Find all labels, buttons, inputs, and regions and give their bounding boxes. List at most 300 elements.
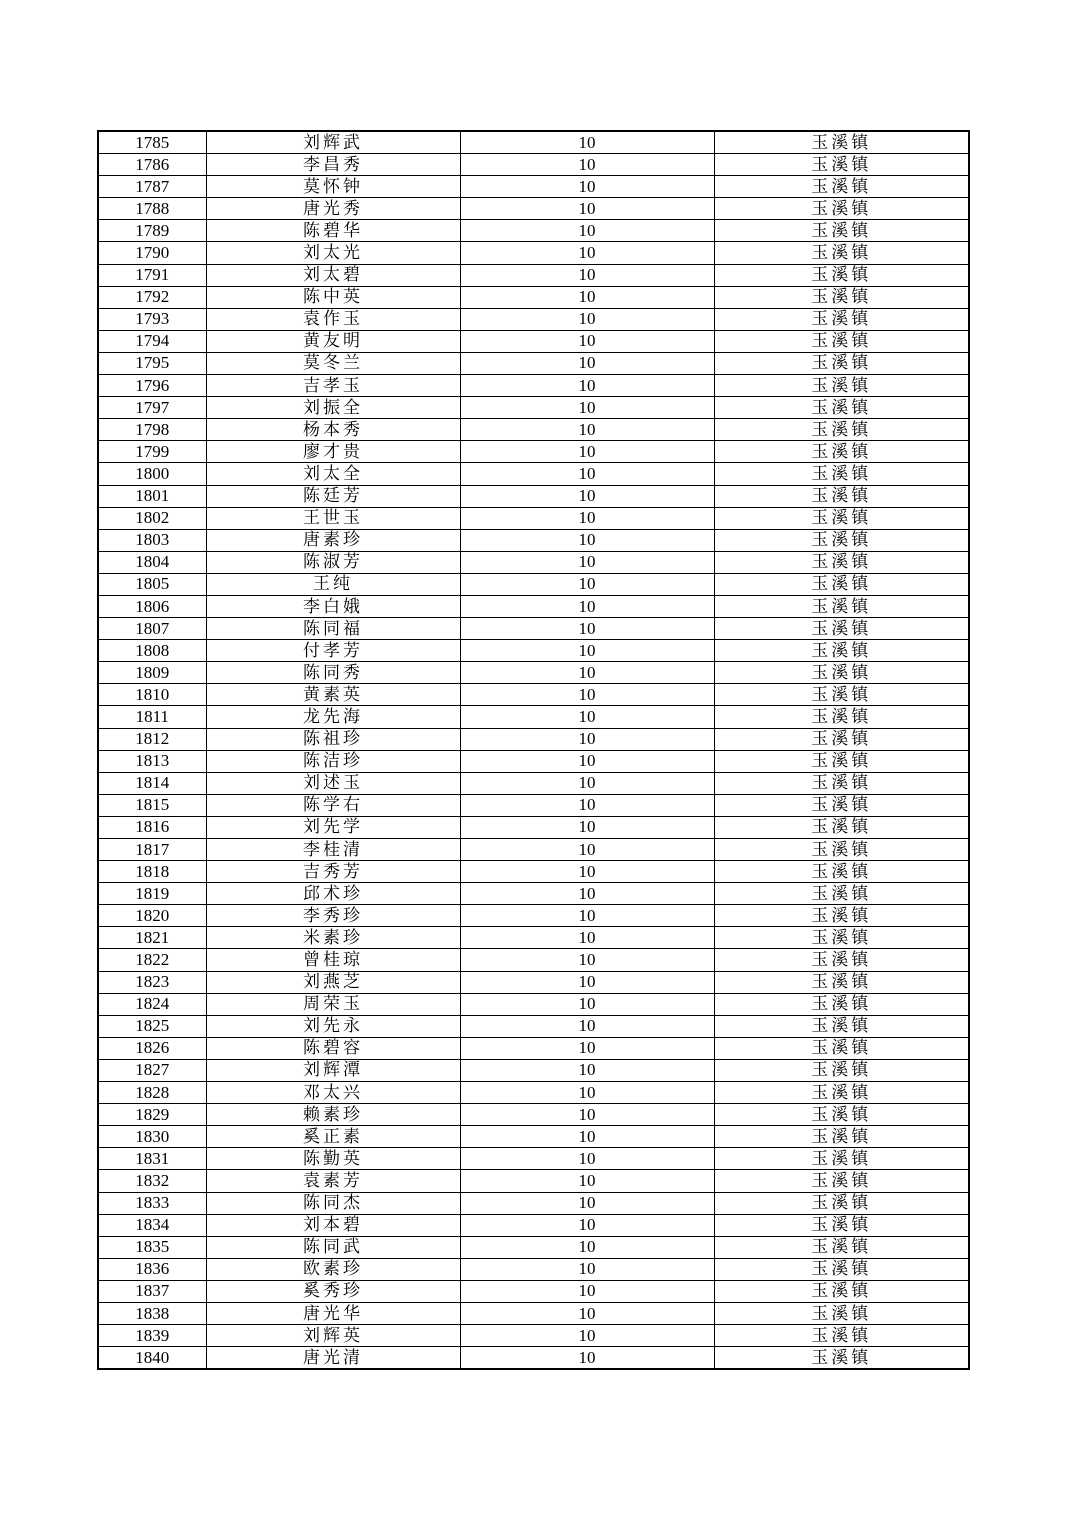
table-row [98,551,969,573]
amount-cell [460,1082,714,1104]
name-cell [206,640,460,662]
town-cell [714,1104,969,1126]
serial-number-cell [98,949,206,971]
amount-cell-text: 10 [578,375,596,395]
amount-cell [460,861,714,883]
table-row [98,971,969,993]
town-cell [714,1059,969,1081]
amount-cell-text: 10 [578,640,596,660]
town-cell-text: 玉溪镇 [811,1303,872,1323]
serial-number-cell [98,684,206,706]
serial-number-cell [98,794,206,816]
table-row [98,1302,969,1324]
table-row [98,595,969,617]
amount-cell-text: 10 [578,905,596,925]
amount-cell [460,198,714,220]
serial-number-cell [98,772,206,794]
amount-cell [460,1236,714,1258]
town-cell [714,375,969,397]
town-cell [714,1082,969,1104]
name-cell [206,154,460,176]
amount-cell-text: 10 [578,220,596,240]
town-cell [714,640,969,662]
amount-cell [460,529,714,551]
town-cell [714,529,969,551]
serial-number-cell [98,1126,206,1148]
town-cell-text: 玉溪镇 [811,1082,872,1102]
name-cell-text: 陈同武 [303,1237,363,1257]
serial-number-cell-text: 1833 [135,1193,170,1213]
town-cell-text: 玉溪镇 [811,839,872,859]
table-row [98,1214,969,1236]
town-cell-text: 玉溪镇 [811,795,872,815]
serial-number-cell [98,750,206,772]
serial-number-cell-text: 1817 [135,839,170,859]
serial-number-cell [98,1082,206,1104]
serial-number-cell [98,131,206,154]
serial-number-cell-text: 1837 [135,1281,170,1301]
name-cell-text: 陈同福 [303,618,363,638]
table-row [98,905,969,927]
amount-cell [460,264,714,286]
table-row [98,308,969,330]
amount-cell-text: 10 [578,353,596,373]
amount-cell-text: 10 [578,1170,596,1190]
town-cell-text: 玉溪镇 [811,773,872,793]
name-cell [206,1280,460,1302]
serial-number-cell-text: 1794 [135,331,170,351]
town-cell [714,684,969,706]
town-cell [714,927,969,949]
serial-number-cell [98,1059,206,1081]
serial-number-cell-text: 1807 [135,618,170,638]
town-cell [714,1302,969,1324]
amount-cell-text: 10 [578,729,596,749]
name-cell-text: 陈祖珍 [303,729,363,749]
serial-number-cell-text: 1792 [135,287,170,307]
name-cell [206,1170,460,1192]
name-cell-text: 杨本秀 [303,419,363,439]
amount-cell [460,463,714,485]
table-row [98,750,969,772]
town-cell-text: 玉溪镇 [811,1038,872,1058]
town-cell-text: 玉溪镇 [811,154,872,174]
serial-number-cell-text: 1787 [135,176,170,196]
town-cell-text: 玉溪镇 [811,817,872,837]
table-row [98,198,969,220]
name-cell [206,264,460,286]
name-cell-text: 陈同秀 [303,662,363,682]
town-cell-text: 玉溪镇 [811,353,872,373]
amount-cell [460,485,714,507]
town-cell-text: 玉溪镇 [811,684,872,704]
name-cell-text: 黄素英 [303,684,363,704]
name-cell [206,1082,460,1104]
town-cell-text: 玉溪镇 [811,640,872,660]
amount-cell-text: 10 [578,1215,596,1235]
serial-number-cell [98,595,206,617]
serial-number-cell [98,883,206,905]
name-cell-text: 袁作玉 [303,309,363,329]
table-row [98,883,969,905]
town-cell [714,1258,969,1280]
amount-cell-text: 10 [578,662,596,682]
amount-cell-text: 10 [578,486,596,506]
amount-cell [460,816,714,838]
table-row [98,1148,969,1170]
serial-number-cell-text: 1835 [135,1237,170,1257]
table-row [98,1347,969,1370]
name-cell [206,1104,460,1126]
amount-cell-text: 10 [578,1126,596,1146]
name-cell-text: 欧素珍 [303,1259,363,1279]
town-cell-text: 玉溪镇 [811,375,872,395]
serial-number-cell-text: 1820 [135,905,170,925]
serial-number-cell-text: 1839 [135,1325,170,1345]
table-row [98,529,969,551]
serial-number-cell [98,1170,206,1192]
amount-cell [460,728,714,750]
town-cell-text: 玉溪镇 [811,596,872,616]
table-row [98,352,969,374]
serial-number-cell [98,375,206,397]
serial-number-cell [98,640,206,662]
serial-number-cell [98,1347,206,1370]
town-cell-text: 玉溪镇 [811,1281,872,1301]
serial-number-cell-text: 1811 [135,706,169,726]
name-cell-text: 陈勤英 [303,1148,363,1168]
name-cell [206,1347,460,1370]
serial-number-cell-text: 1822 [135,950,170,970]
town-cell [714,816,969,838]
town-cell [714,905,969,927]
amount-cell-text: 10 [578,154,596,174]
amount-cell [460,507,714,529]
town-cell-text: 玉溪镇 [811,1148,872,1168]
name-cell [206,286,460,308]
town-cell [714,308,969,330]
town-cell [714,176,969,198]
town-cell-text: 玉溪镇 [811,950,872,970]
name-cell-text: 唐光秀 [303,198,363,218]
name-cell [206,1302,460,1324]
town-cell-text: 玉溪镇 [811,552,872,572]
amount-cell [460,154,714,176]
amount-cell-text: 10 [578,176,596,196]
name-cell-text: 陈碧华 [303,220,363,240]
table-row [98,286,969,308]
serial-number-cell [98,1104,206,1126]
town-cell [714,551,969,573]
name-cell-text: 刘燕芝 [303,972,363,992]
town-cell [714,949,969,971]
name-cell-text: 刘太全 [303,463,363,483]
serial-number-cell-text: 1824 [135,994,170,1014]
town-cell [714,397,969,419]
name-cell [206,1059,460,1081]
table-row [98,861,969,883]
amount-cell-text: 10 [578,1303,596,1323]
amount-cell [460,375,714,397]
town-cell [714,330,969,352]
table-row [98,728,969,750]
town-cell [714,154,969,176]
amount-cell [460,419,714,441]
town-cell [714,463,969,485]
serial-number-cell [98,441,206,463]
table-row [98,573,969,595]
amount-cell-text: 10 [578,1082,596,1102]
name-cell [206,375,460,397]
table-row [98,1126,969,1148]
serial-number-cell-text: 1818 [135,861,170,881]
name-cell [206,971,460,993]
amount-cell [460,286,714,308]
town-cell [714,131,969,154]
serial-number-cell [98,662,206,684]
serial-number-cell [98,507,206,529]
name-cell [206,772,460,794]
amount-cell-text: 10 [578,1148,596,1168]
town-cell [714,618,969,640]
town-cell [714,220,969,242]
amount-cell-text: 10 [578,950,596,970]
amount-cell-text: 10 [578,243,596,263]
table-row [98,1280,969,1302]
name-cell-text: 刘辉武 [303,132,363,152]
name-cell [206,684,460,706]
table-row [98,618,969,640]
name-cell [206,883,460,905]
town-cell [714,883,969,905]
name-cell [206,905,460,927]
table-row [98,131,969,154]
roster-table [97,130,970,1370]
name-cell-text: 刘述玉 [303,773,363,793]
serial-number-cell [98,397,206,419]
amount-cell [460,1148,714,1170]
town-cell-text: 玉溪镇 [811,927,872,947]
serial-number-cell [98,1325,206,1347]
town-cell-text: 玉溪镇 [811,265,872,285]
town-cell [714,352,969,374]
name-cell [206,1236,460,1258]
town-cell [714,1236,969,1258]
town-cell [714,198,969,220]
serial-number-cell-text: 1821 [135,927,170,947]
serial-number-cell [98,618,206,640]
town-cell-text: 玉溪镇 [811,220,872,240]
table-row [98,330,969,352]
table-row [98,441,969,463]
table-row [98,397,969,419]
amount-cell-text: 10 [578,198,596,218]
name-cell-text: 黄友明 [303,331,363,351]
name-cell [206,949,460,971]
town-cell-text: 玉溪镇 [811,994,872,1014]
name-cell [206,242,460,264]
name-cell [206,485,460,507]
serial-number-cell [98,573,206,595]
serial-number-cell-text: 1826 [135,1038,170,1058]
name-cell [206,397,460,419]
town-cell-text: 玉溪镇 [811,1104,872,1124]
amount-cell-text: 10 [578,132,596,152]
name-cell [206,1148,460,1170]
town-cell-text: 玉溪镇 [811,706,872,726]
serial-number-cell-text: 1795 [135,353,170,373]
name-cell [206,1192,460,1214]
amount-cell [460,949,714,971]
serial-number-cell [98,1258,206,1280]
serial-number-cell [98,463,206,485]
serial-number-cell [98,242,206,264]
serial-number-cell-text: 1840 [135,1347,170,1367]
town-cell [714,441,969,463]
town-cell-text: 玉溪镇 [811,751,872,771]
serial-number-cell-text: 1785 [135,132,170,152]
name-cell-text: 周荣玉 [303,994,363,1014]
amount-cell [460,1104,714,1126]
serial-number-cell-text: 1786 [135,154,170,174]
name-cell-text: 龙先海 [303,706,363,726]
serial-number-cell-text: 1810 [135,684,170,704]
town-cell-text: 玉溪镇 [811,486,872,506]
serial-number-cell-text: 1808 [135,640,170,660]
table-row [98,242,969,264]
amount-cell [460,927,714,949]
serial-number-cell-text: 1805 [135,574,170,594]
name-cell-text: 唐素珍 [303,530,363,550]
town-cell [714,1148,969,1170]
amount-cell-text: 10 [578,883,596,903]
table-row [98,794,969,816]
town-cell-text: 玉溪镇 [811,729,872,749]
serial-number-cell [98,927,206,949]
serial-number-cell-text: 1829 [135,1104,170,1124]
name-cell-text: 袁素芳 [303,1170,363,1190]
town-cell [714,993,969,1015]
town-cell [714,242,969,264]
table-row [98,662,969,684]
name-cell [206,595,460,617]
serial-number-cell-text: 1828 [135,1082,170,1102]
amount-cell-text: 10 [578,508,596,528]
name-cell-text: 赖素珍 [303,1104,363,1124]
serial-number-cell-text: 1815 [135,795,170,815]
name-cell-text: 刘辉英 [303,1325,363,1345]
amount-cell-text: 10 [578,927,596,947]
town-cell-text: 玉溪镇 [811,972,872,992]
name-cell-text: 廖才贵 [303,441,363,461]
serial-number-cell [98,330,206,352]
town-cell-text: 玉溪镇 [811,905,872,925]
town-cell [714,485,969,507]
town-cell-text: 玉溪镇 [811,861,872,881]
amount-cell-text: 10 [578,552,596,572]
town-cell [714,1347,969,1370]
serial-number-cell [98,264,206,286]
town-cell-text: 玉溪镇 [811,132,872,152]
name-cell [206,573,460,595]
serial-number-cell [98,352,206,374]
town-cell-text: 玉溪镇 [811,419,872,439]
table-row [98,816,969,838]
name-cell-text: 王纯 [313,574,353,594]
name-cell [206,1214,460,1236]
name-cell-text: 付孝芳 [303,640,363,660]
amount-cell-text: 10 [578,817,596,837]
town-cell-text: 玉溪镇 [811,618,872,638]
amount-cell [460,794,714,816]
name-cell-text: 刘先学 [303,817,363,837]
serial-number-cell-text: 1804 [135,552,170,572]
serial-number-cell [98,905,206,927]
table-row [98,419,969,441]
town-cell [714,419,969,441]
name-cell-text: 陈中英 [303,287,363,307]
name-cell-text: 李白娥 [303,596,363,616]
name-cell-text: 莫怀钟 [303,176,363,196]
town-cell [714,1325,969,1347]
name-cell-text: 王世玉 [303,508,363,528]
name-cell-text: 李昌秀 [303,154,363,174]
amount-cell [460,971,714,993]
table-row [98,993,969,1015]
table-row [98,1325,969,1347]
town-cell-text: 玉溪镇 [811,1347,872,1367]
amount-cell-text: 10 [578,1325,596,1345]
amount-cell [460,131,714,154]
town-cell [714,794,969,816]
amount-cell-text: 10 [578,265,596,285]
serial-number-cell [98,1214,206,1236]
town-cell-text: 玉溪镇 [811,574,872,594]
amount-cell-text: 10 [578,684,596,704]
serial-number-cell [98,419,206,441]
amount-cell-text: 10 [578,419,596,439]
serial-number-cell [98,839,206,861]
amount-cell-text: 10 [578,331,596,351]
amount-cell-text: 10 [578,309,596,329]
table-row [98,1258,969,1280]
serial-number-cell [98,220,206,242]
amount-cell-text: 10 [578,287,596,307]
name-cell [206,308,460,330]
town-cell-text: 玉溪镇 [811,1126,872,1146]
name-cell [206,198,460,220]
serial-number-cell-text: 1788 [135,198,170,218]
name-cell-text: 陈廷芳 [303,486,363,506]
serial-number-cell [98,1236,206,1258]
name-cell-text: 刘本碧 [303,1215,363,1235]
town-cell-text: 玉溪镇 [811,441,872,461]
serial-number-cell [98,198,206,220]
name-cell-text: 陈淑芳 [303,552,363,572]
town-cell-text: 玉溪镇 [811,309,872,329]
name-cell [206,861,460,883]
amount-cell-text: 10 [578,618,596,638]
town-cell [714,264,969,286]
town-cell [714,1037,969,1059]
amount-cell-text: 10 [578,574,596,594]
table-row [98,839,969,861]
name-cell [206,419,460,441]
town-cell-text: 玉溪镇 [811,662,872,682]
serial-number-cell-text: 1797 [135,397,170,417]
serial-number-cell [98,176,206,198]
table-row [98,640,969,662]
